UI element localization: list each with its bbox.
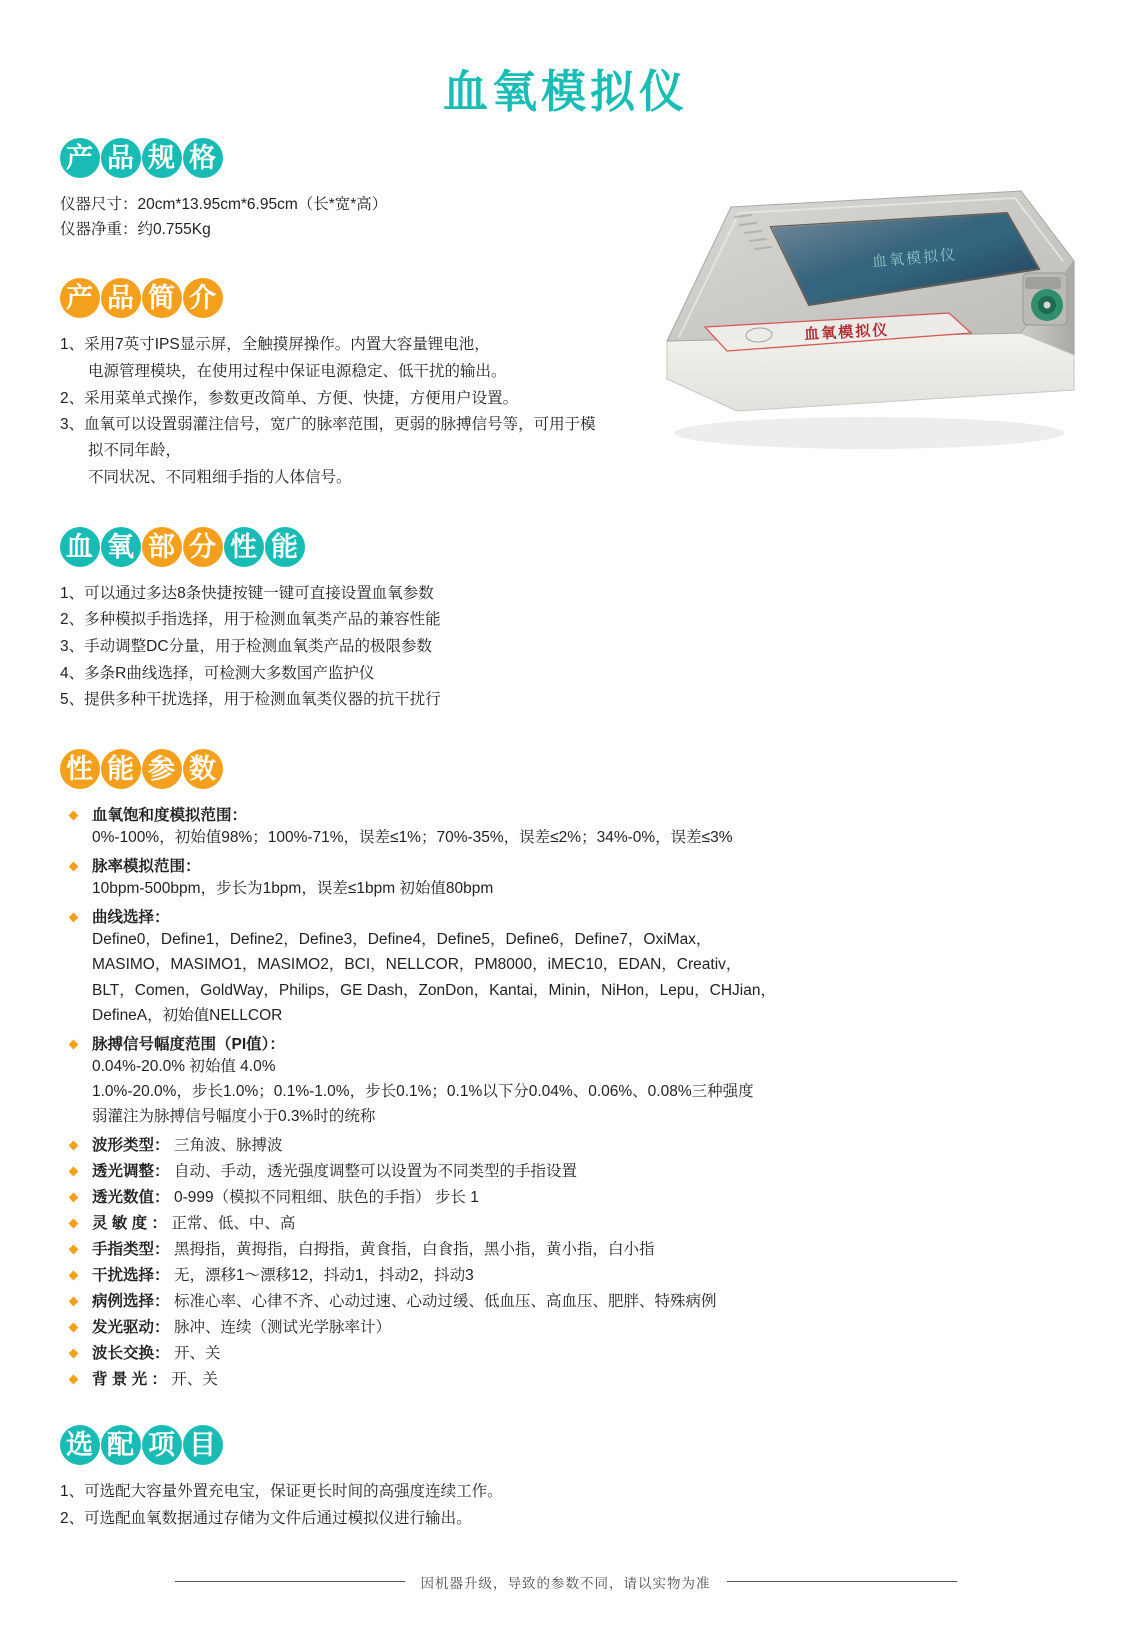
param-sub: 弱灌注为脉搏信号幅度小于0.3%时的统称 bbox=[92, 1108, 376, 1125]
list-item: 3、手动调整DC分量，用于检测血氧类产品的极限参数 bbox=[60, 637, 433, 655]
param-label: 发光驱动： bbox=[92, 1319, 170, 1337]
param-value: 脉冲、连续（测试光学脉率计） bbox=[173, 1319, 391, 1337]
footer-note: 因机器升级，导致的参数不同，请以实物为准 bbox=[420, 1575, 711, 1591]
param-item bbox=[60, 1263, 1071, 1285]
param-label: 脉率模拟范围： bbox=[92, 858, 201, 876]
heading-char: 性 bbox=[60, 749, 100, 789]
list-item-continuation: 电源管理模块，在使用过程中保证电源稳定、低干扰的输出。 bbox=[88, 362, 507, 380]
param-label: 手指类型： bbox=[92, 1241, 170, 1259]
param-item bbox=[60, 1211, 1071, 1233]
heading-char: 产 bbox=[60, 138, 100, 178]
param-label: 透光调整： bbox=[92, 1163, 170, 1181]
param-item bbox=[60, 905, 1071, 1027]
svg-text:血氧模拟仪: 血氧模拟仪 bbox=[871, 245, 958, 271]
svg-text:血氧模拟仪: 血氧模拟仪 bbox=[803, 320, 890, 344]
heading-char: 能 bbox=[265, 527, 305, 567]
param-label: 波长交换： bbox=[92, 1345, 170, 1363]
param-label: 波形类型： bbox=[92, 1137, 170, 1155]
param-value: 黑拇指，黄拇指，白拇指，黄食指，白食指，黑小指，黄小指，白小指 bbox=[173, 1241, 655, 1259]
section-product-spec bbox=[60, 138, 600, 242]
heading-char: 规 bbox=[142, 138, 182, 178]
section-heading-product-intro bbox=[60, 278, 224, 318]
heading-char: 部 bbox=[142, 527, 182, 567]
param-value: 标准心率、心律不齐、心动过速、心动过缓、低血压、高血压、肥胖、特殊病例 bbox=[173, 1293, 717, 1311]
list-item: 5、提供多种干扰选择，用于检测血氧类仪器的抗干扰行 bbox=[60, 691, 441, 709]
optional-list bbox=[60, 1479, 1071, 1531]
page-title: 血氧模拟仪 bbox=[442, 66, 688, 117]
param-label: 干扰选择： bbox=[92, 1267, 170, 1285]
param-label: 病例选择： bbox=[92, 1293, 170, 1311]
param-value: 开、关 bbox=[171, 1371, 218, 1389]
param-label: 透光数值： bbox=[92, 1189, 170, 1207]
param-label: 血氧饱和度模拟范围： bbox=[92, 807, 248, 825]
heading-char: 能 bbox=[101, 749, 141, 789]
param-sub: MASIMO，MASIMO1，MASIMO2，BCI，NELLCOR，PM8000，iMEC10，EDAN，Creativ， bbox=[92, 956, 742, 974]
heading-char: 血 bbox=[60, 527, 100, 567]
list-item: 4、多条R曲线选择，可检测大多数国产监护仪 bbox=[60, 664, 375, 682]
param-sub: BLT，Comen，GoldWay，Philips，GE Dash，ZonDon，Kantai，Minin，NiHon，Lepu，CHJian， bbox=[92, 981, 776, 999]
heading-char: 分 bbox=[183, 527, 223, 567]
list-item: 3、血氧可以设置弱灌注信号，宽广的脉率范围，更弱的脉搏信号等，可用于模拟不同年龄， bbox=[60, 416, 596, 460]
heading-char: 目 bbox=[183, 1425, 223, 1465]
list-item: 2、多种模拟手指选择，用于检测血氧类产品的兼容性能 bbox=[60, 611, 441, 629]
section-optional-items bbox=[60, 1425, 1071, 1531]
section-spo2-performance bbox=[60, 527, 1071, 714]
section-heading-performance-parameters bbox=[60, 749, 224, 789]
param-item bbox=[60, 1341, 1071, 1363]
param-item bbox=[60, 1289, 1071, 1311]
param-item bbox=[60, 1367, 1071, 1389]
heading-char: 格 bbox=[183, 138, 223, 178]
heading-char: 品 bbox=[101, 138, 141, 178]
list-item: 2、采用菜单式操作，参数更改简单、方便、快捷，方便用户设置。 bbox=[60, 389, 519, 407]
spec-line-size: 仪器尺寸：20cm*13.95cm*6.95cm（长*宽*高） bbox=[60, 196, 388, 213]
heading-char: 介 bbox=[183, 278, 223, 318]
product-photo bbox=[619, 165, 1089, 465]
list-item-continuation: 不同状况、不同粗细手指的人体信号。 bbox=[88, 468, 352, 486]
param-sub: 0%-100%，初始值98%；100%-71%，误差≤1%；70%-35%，误差≤2%；34%-0%，误差≤3% bbox=[92, 829, 733, 847]
section-heading-spo2-performance bbox=[60, 527, 306, 567]
param-label: 脉搏信号幅度范围（PI值）： bbox=[92, 1035, 285, 1053]
param-sub: 0.04%-20.0% 初始值 4.0% bbox=[92, 1057, 276, 1075]
param-value: 自动、手动，透光强度调整可以设置为不同类型的手指设置 bbox=[173, 1163, 577, 1181]
list-item: 1、可以通过多达8条快捷按键一键可直接设置血氧参数 bbox=[60, 584, 434, 602]
heading-char: 配 bbox=[101, 1425, 141, 1465]
heading-char: 品 bbox=[101, 278, 141, 318]
param-sub: 1.0%-20.0%，步长1.0%；0.1%-1.0%，步长0.1%；0.1%以下分0.04%、0.06%、0.08%三种强度 bbox=[92, 1082, 754, 1100]
param-item bbox=[60, 854, 1071, 901]
param-value: 无，漂移1～漂移12，抖动1，抖动2，抖动3 bbox=[173, 1267, 474, 1285]
list-item: 1、可选配大容量外置充电宝，保证更长时间的高强度连续工作。 bbox=[60, 1483, 503, 1501]
heading-char: 项 bbox=[142, 1425, 182, 1465]
param-sub: Define0，Define1，Define2，Define3，Define4，Define5，Define6，Define7，OxiMax， bbox=[92, 931, 712, 949]
section-product-intro bbox=[60, 278, 600, 490]
param-value: 三角波、脉搏波 bbox=[173, 1137, 283, 1155]
section-heading-product-spec bbox=[60, 138, 224, 178]
list-item: 1、采用7英寸IPS显示屏，全触摸屏操作。内置大容量锂电池， bbox=[60, 336, 490, 354]
param-item bbox=[60, 1185, 1071, 1207]
footer-rule-left bbox=[175, 1581, 405, 1582]
param-label: 灵 敏 度 ： bbox=[92, 1215, 167, 1233]
footer-rule-right bbox=[727, 1581, 957, 1582]
param-label: 背 景 光 ： bbox=[92, 1371, 167, 1389]
heading-char: 性 bbox=[224, 527, 264, 567]
section-heading-optional-items bbox=[60, 1425, 224, 1465]
param-value: 正常、低、中、高 bbox=[171, 1215, 296, 1233]
param-value: 开、关 bbox=[173, 1345, 221, 1363]
param-item bbox=[60, 1133, 1071, 1155]
heading-char: 参 bbox=[142, 749, 182, 789]
heading-char: 选 bbox=[60, 1425, 100, 1465]
param-label: 曲线选择： bbox=[92, 909, 170, 927]
param-sub: DefineA，初始值NELLCOR bbox=[92, 1006, 283, 1024]
param-item bbox=[60, 1315, 1071, 1337]
heading-char: 氧 bbox=[101, 527, 141, 567]
param-item bbox=[60, 1237, 1071, 1259]
spo2-performance-list bbox=[60, 581, 1071, 714]
intro-list bbox=[60, 332, 600, 490]
heading-char: 产 bbox=[60, 278, 100, 318]
param-sub: 10bpm-500bpm，步长为1bpm，误差≤1bpm 初始值80bpm bbox=[92, 880, 494, 898]
param-item bbox=[60, 803, 1071, 850]
footer bbox=[60, 1572, 1071, 1626]
section-performance-parameters bbox=[60, 749, 1071, 1389]
param-item bbox=[60, 1159, 1071, 1181]
heading-char: 简 bbox=[142, 278, 182, 318]
list-item: 2、可选配血氧数据通过存储为文件后通过模拟仪进行输出。 bbox=[60, 1509, 472, 1527]
param-value: 0-999（模拟不同粗细、肤色的手指） 步长 1 bbox=[173, 1189, 479, 1207]
heading-char: 数 bbox=[183, 749, 223, 789]
spec-line-weight: 仪器净重：约0.755Kg bbox=[60, 221, 211, 239]
param-item bbox=[60, 1032, 1071, 1129]
